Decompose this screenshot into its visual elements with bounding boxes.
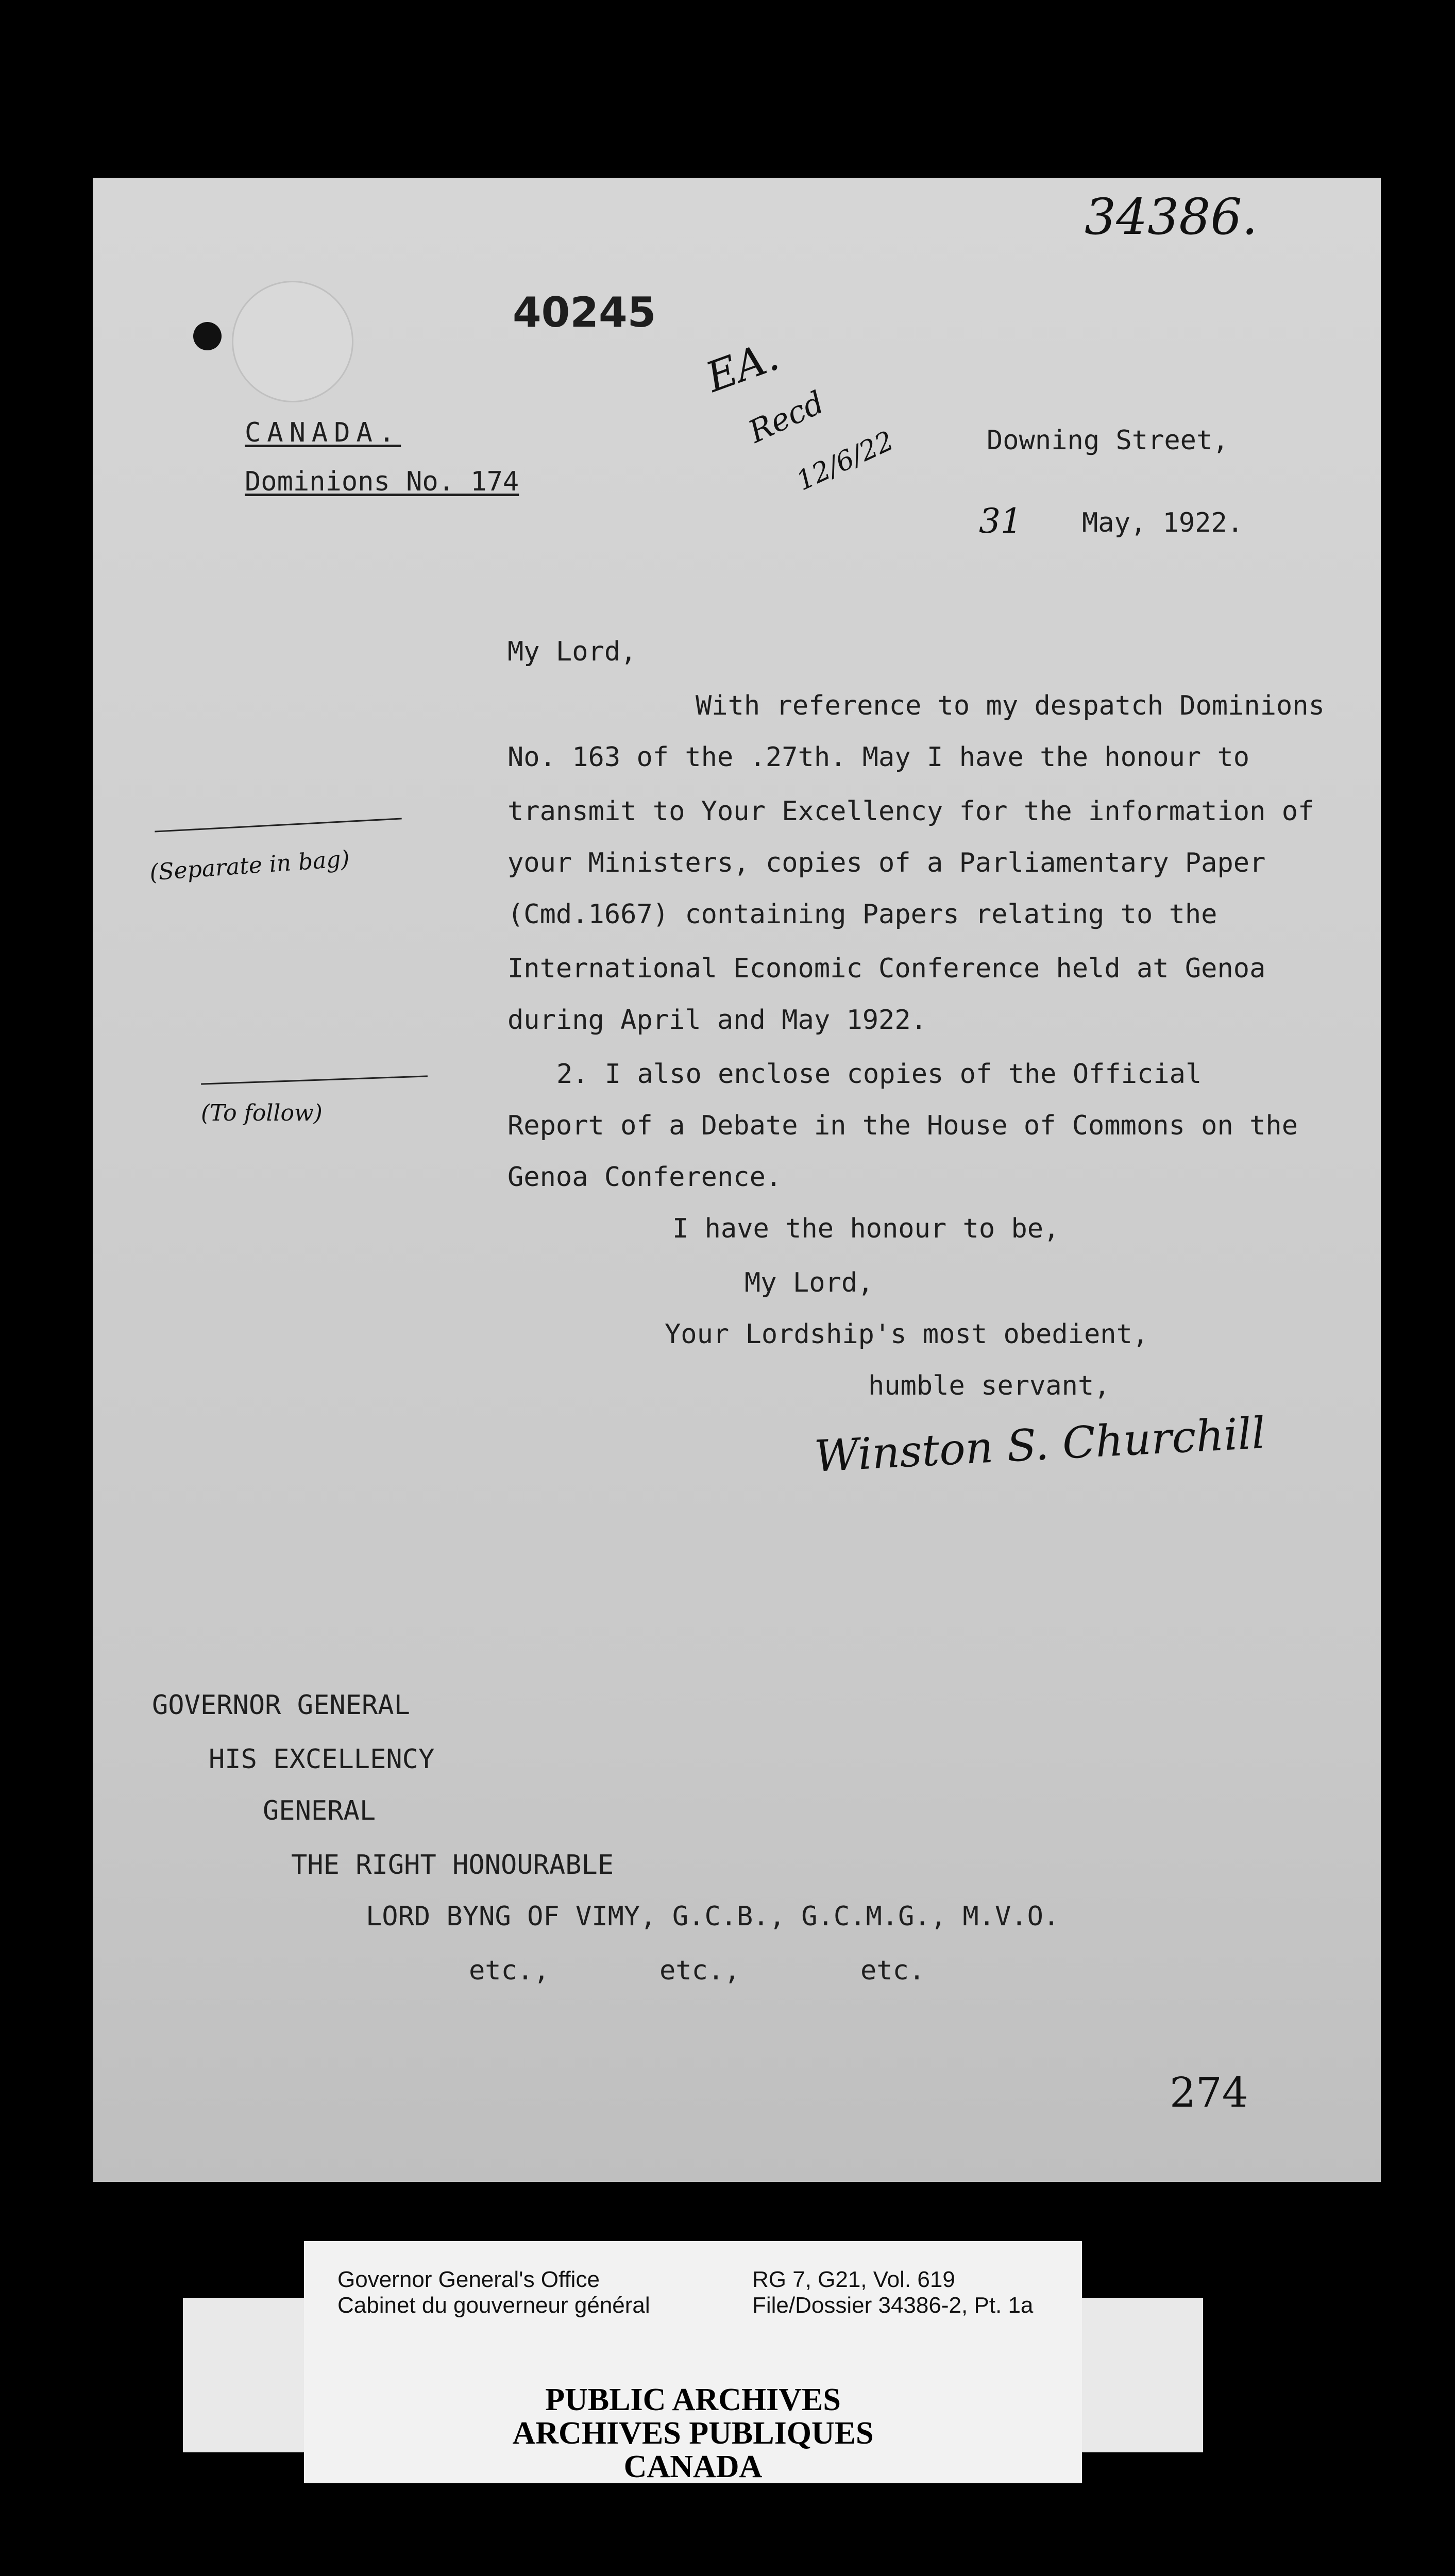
archive-number: 34386. (1085, 188, 1258, 246)
margin-note-rule (201, 1075, 428, 1084)
closing-line: Your Lordship's most obedient, (665, 1319, 1149, 1350)
record-group: RG 7, G21, Vol. 619 (752, 2267, 955, 2292)
closing-line: humble servant, (868, 1370, 1110, 1401)
label-flap-right (1079, 2298, 1203, 2452)
addressee-line: GENERAL (263, 1795, 376, 1826)
document-sheet (93, 178, 1381, 2182)
archives-stamp-line: ARCHIVES PUBLIQUES (512, 2416, 874, 2451)
body-line: International Economic Conference held at Genoa (507, 953, 1266, 984)
archive-label (304, 2241, 1082, 2483)
letter-date: May, 1922. (1082, 507, 1244, 538)
addressee-line: GOVERNOR GENERAL (152, 1690, 410, 1721)
punch-hole (193, 322, 222, 350)
document-number: 40245 (513, 289, 656, 336)
date-day: 31 (979, 501, 1022, 541)
recd-annotation: Recd (743, 384, 830, 450)
office-english: Governor General's Office (337, 2267, 600, 2292)
margin-note-separate: (Separate in bag) (148, 845, 351, 886)
body-line: your Ministers, copies of a Parliamentary Paper (507, 848, 1266, 878)
addressee-line: THE RIGHT HONOURABLE (291, 1850, 614, 1880)
file-dossier: File/Dossier 34386-2, Pt. 1a (752, 2293, 1034, 2318)
salutation: My Lord, (507, 636, 637, 667)
country-heading: CANADA. (245, 417, 401, 448)
closing-line: My Lord, (745, 1267, 874, 1298)
addressee-etc: etc., (469, 1955, 550, 1986)
addressee-etc: etc., (659, 1955, 740, 1986)
office-french: Cabinet du gouverneur général (337, 2293, 650, 2318)
archives-stamp-line: PUBLIC ARCHIVES (545, 2382, 841, 2417)
body-line: (Cmd.1667) containing Papers relating to the (507, 899, 1217, 930)
closing-line: I have the honour to be, (672, 1213, 1060, 1244)
body-line: No. 163 of the .27th. May I have the honour to (507, 742, 1250, 773)
dominions-number: Dominions No. 174 (245, 466, 519, 497)
archives-stamp-line: CANADA (623, 2449, 763, 2484)
recd-date-annotation: 12/6/22 (791, 425, 899, 497)
initials-annotation: EA. (700, 331, 785, 402)
margin-note-to-follow: (To follow) (201, 1100, 323, 1126)
body-line: Genoa Conference. (507, 1162, 782, 1193)
embossed-seal (232, 281, 353, 402)
body-line: transmit to Your Excellency for the information of (507, 796, 1314, 827)
sender-address: Downing Street, (987, 425, 1229, 456)
body-line: With reference to my despatch Dominions (696, 690, 1325, 721)
folio-number: 274 (1170, 2069, 1248, 2116)
addressee-line: HIS EXCELLENCY (209, 1744, 435, 1775)
label-flap-left (183, 2298, 307, 2452)
signature: Winston S. Churchill (813, 1408, 1267, 1482)
addressee-line: LORD BYNG OF VIMY, G.C.B., G.C.M.G., M.V.O. (366, 1901, 1060, 1932)
body-line: during April and May 1922. (507, 1005, 927, 1036)
body-line: 2. I also enclose copies of the Official (556, 1059, 1202, 1090)
addressee-etc: etc. (860, 1955, 925, 1986)
margin-note-rule (155, 818, 401, 832)
body-line: Report of a Debate in the House of Commons on the (507, 1110, 1298, 1141)
